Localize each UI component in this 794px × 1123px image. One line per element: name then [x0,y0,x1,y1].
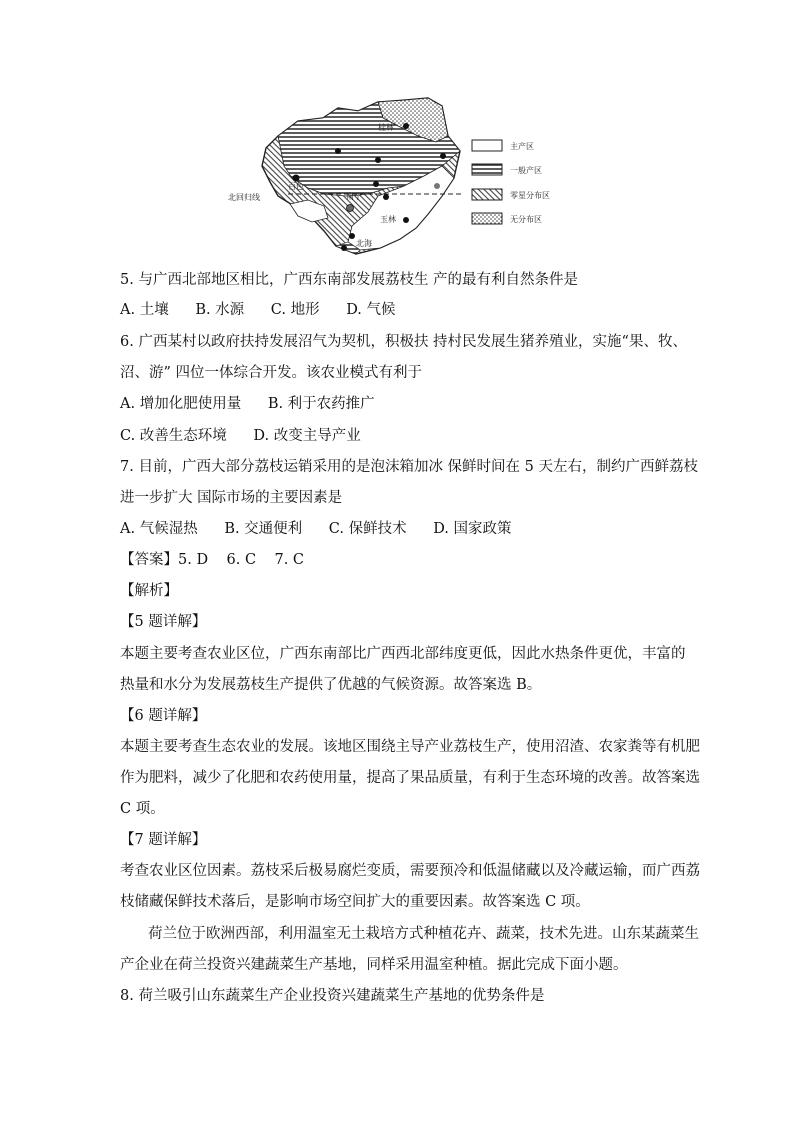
q7-stem-line2: 进一步扩大 国际市场的主要因素是 [120,490,343,506]
legend-general: 一般产区 [510,166,542,175]
guangxi-lychee-map [228,96,564,258]
answer-line: 【答案】5. D 6. C 7. C [120,552,305,568]
q7-option-b: B. 交通便利 [224,521,303,537]
map-label-tropic: 北回归线 [228,193,260,202]
d6-line2: 作为肥料，减少了化肥和农药使用量，提高了果品质量，有利于生态环境的改善。故答案选 [120,770,700,786]
d6-line1: 本题主要考查生态农业的发展。该地区围绕主导产业荔枝生产，使用沼渣、农家粪等有机肥 [120,739,700,755]
q6-option-d: D. 改变主导产业 [253,428,361,444]
q6-options-row1 [120,394,397,414]
q7-stem-line1: 7. 目前，广西大部分荔枝运销采用的是泡沫箱加冰 保鲜时间在 5 天左右，制约广西鲜荔枝 [120,459,698,475]
q6-stem-line1: 6. 广西某村以政府扶持发展沼气为契机，积极扶 持村民发展生猪养殖业，实施“果、牧、 [120,334,687,350]
map-label-yulin: 玉林 [380,215,396,224]
q5-option-b: B. 水源 [195,302,245,318]
map-label-nanning: 南宁 [346,192,362,201]
d7-heading: 【7 题详解】 [120,832,207,848]
passage-line2: 产企业在荷兰投资兴建蔬菜生产基地，同样采用温室种植。据此完成下面小题。 [120,957,628,973]
d6-heading: 【6 题详解】 [120,708,207,724]
q8-stem: 8. 荷兰吸引山东蔬菜生产企业投资兴建蔬菜生产基地的优势条件是 [120,988,545,1004]
analysis-heading: 【解析】 [120,583,178,599]
q7-options [120,519,534,539]
q6-option-a: A. 增加化肥使用量 [120,396,242,412]
passage-line1: 荷兰位于欧洲西部，利用温室无土栽培方式种植花卉、蔬菜，技术先进。山东某蔬菜生 [148,926,699,942]
d5-line2: 热量和水分为发展荔枝生产提供了优越的气候资源。故答案选 B。 [120,677,542,693]
map-legend [472,140,550,224]
d5-line1: 本题主要考查农业区位，广西东南部比广西西北部纬度更低，因此水热条件更优，丰富的 [120,646,686,662]
q7-option-d: D. 国家政策 [433,521,512,537]
q5-option-d: D. 气候 [346,302,396,318]
q7-option-a: A. 气候湿热 [120,521,198,537]
d6-line3: C 项。 [120,801,165,817]
d5-heading: 【5 题详解】 [120,614,207,630]
q5-option-c: C. 地形 [270,302,320,318]
q5-options [120,300,418,320]
q6-option-c: C. 改善生态环境 [120,428,227,444]
q6-stem-line2: 沼、游” 四位一体综合开发。该农业模式有利于 [120,365,423,381]
d7-line1: 考查农业区位因素。荔枝采后极易腐烂变质，需要预冷和低温储藏以及冷藏运输，而广西荔 [120,863,700,879]
legend-main: 主产区 [510,142,534,151]
legend-none: 无分布区 [510,215,542,224]
d7-line2: 枝储藏保鲜技术落后，是影响市场空间扩大的重要因素。故答案选 C 项。 [120,894,590,910]
q7-option-c: C. 保鲜技术 [328,521,407,537]
q6-options-row2 [120,426,383,446]
map-label-beihai: 北海 [356,239,372,248]
map-label-baise: 百色 [288,182,304,191]
q5-stem: 5. 与广西北部地区相比，广西东南部发展荔枝生 产的最有利自然条件是 [120,272,579,288]
q5-option-a: A. 土壤 [120,302,169,318]
q6-option-b: B. 利于农药推广 [267,396,375,412]
map-label-guilin: 桂林 [378,123,394,132]
legend-scattered: 零星分布区 [510,191,550,200]
